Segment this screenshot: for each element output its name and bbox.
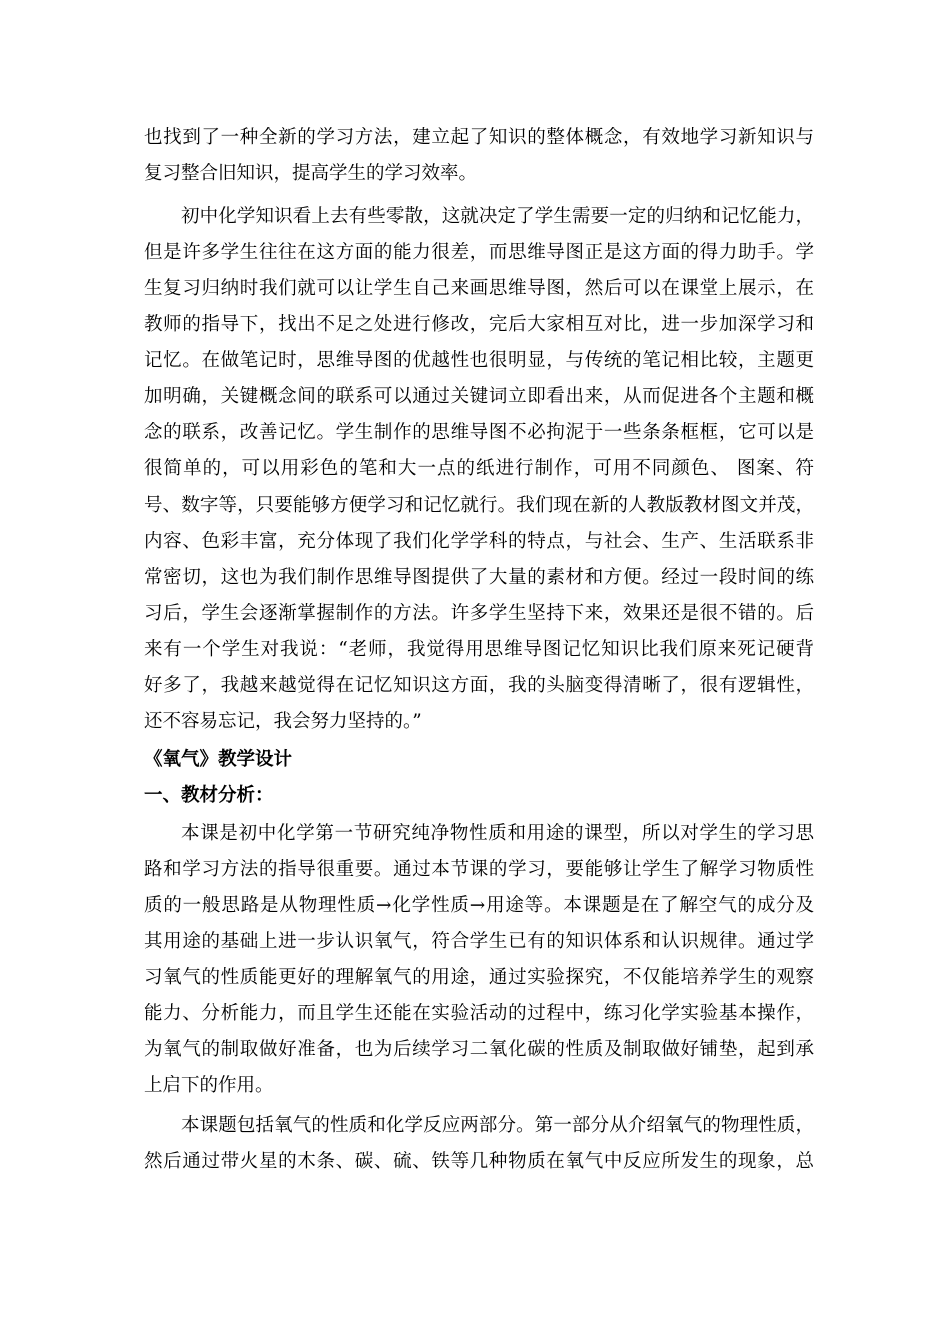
paragraph-line: 也找到了一种全新的学习方法，建立起了知识的整体概念，有效地学习新知识与 bbox=[144, 127, 814, 148]
paragraph-line: 本课题包括氧气的性质和化学反应两部分。第一部分从介绍氧气的物理性质， bbox=[181, 1115, 814, 1136]
paragraph-line: 记忆。在做笔记时，思维导图的优越性也很明显，与传统的笔记相比较，主题更 bbox=[144, 350, 814, 371]
paragraph-line: 为氧气的制取做好准备，也为后续学习二氧化碳的性质及制取做好铺垫，起到承 bbox=[144, 1039, 814, 1060]
section-heading: 一、教材分析： bbox=[144, 785, 274, 806]
paragraph-line: 路和学习方法的指导很重要。通过本节课的学习，要能够让学生了解学习物质性 bbox=[144, 859, 814, 880]
paragraph-line: 很简单的，可以用彩色的笔和大一点的纸进行制作，可用不同颜色、 图案、符 bbox=[144, 458, 814, 479]
paragraph-line: 加明确，关键概念间的联系可以通过关键词立即看出来，从而促进各个主题和概 bbox=[144, 386, 814, 407]
paragraph-line: 来有一个学生对我说：“老师，我觉得用思维导图记忆知识比我们原来死记硬背 bbox=[144, 639, 814, 660]
paragraph-line: 但是许多学生往往在这方面的能力很差，而思维导图正是这方面的得力助手。学 bbox=[144, 242, 814, 263]
paragraph-line: 复习整合旧知识，提高学生的学习效率。 bbox=[144, 163, 478, 184]
paragraph-line: 教师的指导下，找出不足之处进行修改，完后大家相互对比，进一步加深学习和 bbox=[144, 314, 814, 335]
paragraph-line: 质的一般思路是从物理性质→化学性质→用途等。本课题是在了解空气的成分及 bbox=[144, 895, 814, 916]
paragraph-line: 上启下的作用。 bbox=[144, 1075, 274, 1096]
paragraph-line: 本课是初中化学第一节研究纯净物性质和用途的课型，所以对学生的学习思 bbox=[181, 823, 814, 844]
paragraph-line: 常密切，这也为我们制作思维导图提供了大量的素材和方便。经过一段时间的练 bbox=[144, 567, 814, 588]
paragraph-line: 然后通过带火星的木条、碳、硫、铁等几种物质在氧气中反应所发生的现象，总 bbox=[144, 1151, 814, 1172]
paragraph-line: 习后，学生会逐渐掌握制作的方法。许多学生坚持下来，效果还是很不错的。后 bbox=[144, 603, 814, 624]
paragraph-line: 还不容易忘记，我会努力坚持的。” bbox=[144, 711, 422, 732]
paragraph-line: 念的联系，改善记忆。学生制作的思维导图不必拘泥于一些条条框框，它可以是 bbox=[144, 422, 814, 443]
paragraph-line: 初中化学知识看上去有些零散，这就决定了学生需要一定的归纳和记忆能力， bbox=[181, 206, 814, 227]
document-title: 《氧气》教学设计 bbox=[144, 749, 293, 770]
paragraph-line: 号、数字等，只要能够方便学习和记忆就行。我们现在新的人教版教材图文并茂， bbox=[144, 495, 814, 516]
paragraph-line: 能力、分析能力，而且学生还能在实验活动的过程中，练习化学实验基本操作， bbox=[144, 1003, 814, 1024]
paragraph-line: 内容、色彩丰富，充分体现了我们化学学科的特点，与社会、生产、生活联系非 bbox=[144, 531, 814, 552]
paragraph-line: 习氧气的性质能更好的理解氧气的用途，通过实验探究，不仅能培养学生的观察 bbox=[144, 967, 814, 988]
paragraph-line: 生复习归纳时我们就可以让学生自己来画思维导图，然后可以在课堂上展示，在 bbox=[144, 278, 814, 299]
paragraph-line: 其用途的基础上进一步认识氧气，符合学生已有的知识体系和认识规律。通过学 bbox=[144, 931, 814, 952]
paragraph-line: 好多了，我越来越觉得在记忆知识这方面，我的头脑变得清晰了，很有逻辑性， bbox=[144, 675, 814, 696]
